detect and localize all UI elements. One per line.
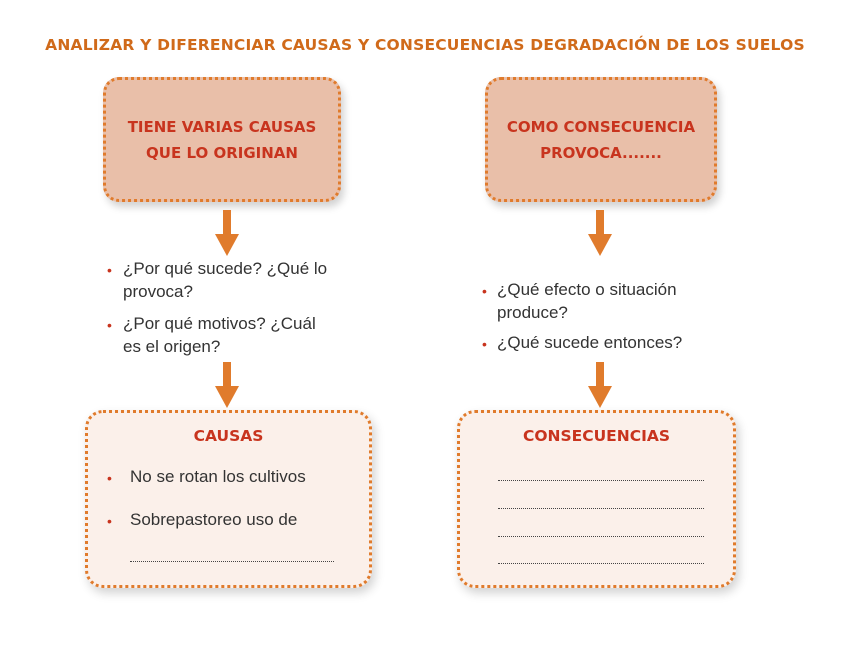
consequences-question-2	[497, 331, 682, 354]
down-arrow-icon	[215, 362, 239, 410]
question-line: produce?	[497, 303, 568, 322]
causes-question-1	[123, 257, 327, 303]
bullet-icon: •	[107, 513, 112, 529]
consequences-box	[457, 410, 736, 588]
blank-line	[498, 480, 704, 481]
causes-box	[85, 410, 372, 588]
down-arrow-icon	[215, 210, 239, 258]
causes-question-2	[123, 312, 316, 358]
blank-line	[498, 563, 704, 564]
question-line: provoca?	[123, 282, 193, 301]
cause-item-1: No se rotan los cultivos	[130, 467, 306, 486]
question-line: ¿Por qué motivos? ¿Cuál	[123, 314, 316, 333]
blank-line	[498, 508, 704, 509]
bullet-icon: •	[482, 336, 487, 352]
page-title: ANALIZAR Y DIFERENCIAR CAUSAS Y CONSECUENCIAS DEGRADACIÓN DE LOS SUELOS	[45, 36, 805, 54]
bullet-icon: •	[107, 262, 112, 278]
blank-line	[498, 536, 704, 537]
cause-item-2: Sobrepastoreo uso de	[130, 510, 298, 529]
bullet-icon: •	[107, 317, 112, 333]
causes-title: CAUSAS	[193, 427, 264, 445]
down-arrow-icon	[588, 362, 612, 410]
bullet-icon: •	[107, 470, 112, 486]
consequences-prompt-line-1: COMO CONSECUENCIA	[506, 117, 696, 136]
question-line: ¿Qué efecto o situación	[497, 280, 677, 299]
consequences-prompt-line-2: PROVOCA.......	[540, 143, 662, 162]
question-line: ¿Qué sucede entonces?	[497, 333, 683, 352]
question-line: es el origen?	[123, 337, 221, 356]
consequences-title: CONSECUENCIAS	[522, 427, 671, 445]
consequences-question-1	[497, 278, 677, 324]
causes-prompt-line-1: TIENE VARIAS CAUSAS	[127, 117, 317, 136]
question-line: ¿Por qué sucede? ¿Qué lo	[123, 259, 328, 278]
bullet-icon: •	[482, 283, 487, 299]
consequences-prompt-box	[485, 77, 717, 202]
causes-prompt-box	[103, 77, 341, 202]
down-arrow-icon	[588, 210, 612, 258]
causes-prompt-line-2: QUE LO ORIGINAN	[146, 143, 298, 162]
blank-line	[130, 561, 334, 562]
